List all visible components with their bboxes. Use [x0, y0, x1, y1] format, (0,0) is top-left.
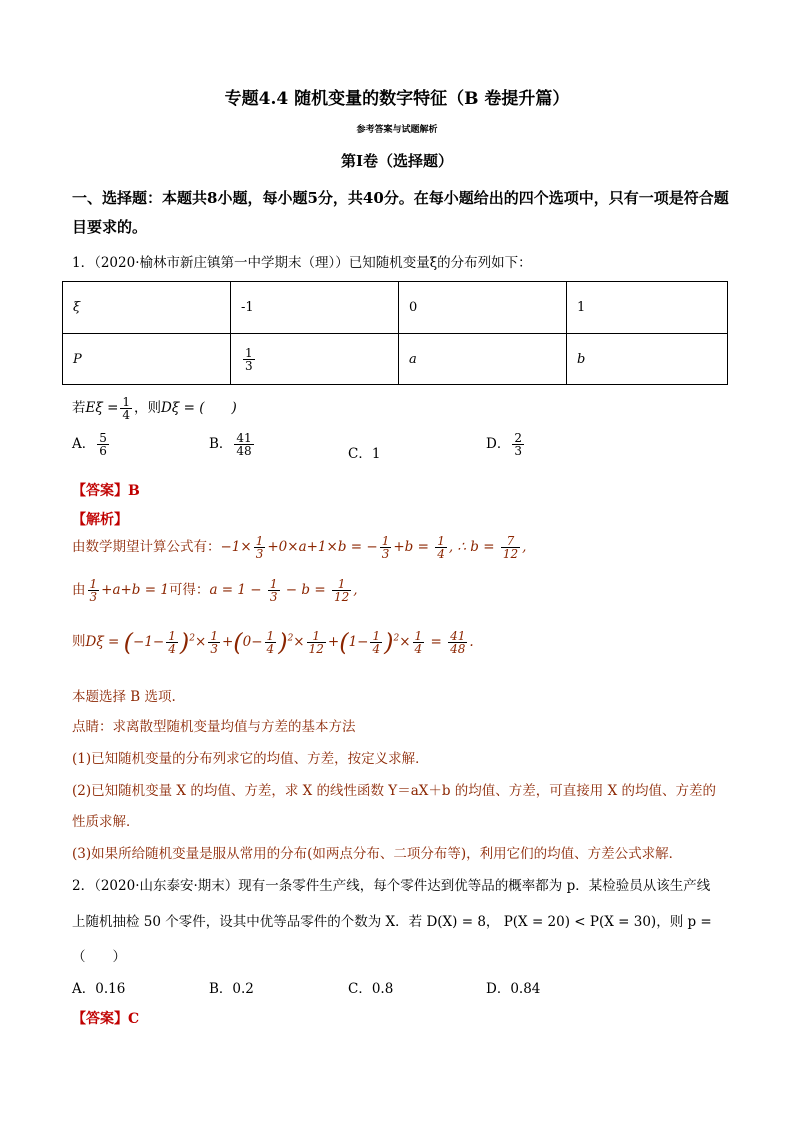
distribution-table	[62, 281, 728, 385]
table-cell: a	[399, 334, 567, 385]
q2-stem-line-2: 上随机抽检 50 个零件，设其中优等品零件的个数为 X．若 D(X) = 8， P(X = 20) < P(X = 30)，则 p =	[72, 914, 712, 930]
q1-option-a[interactable]: A． $\frac{5}{6}$	[72, 431, 107, 458]
table-cell: -1	[231, 282, 399, 334]
q1-tip-2-cont: 性质求解．	[72, 814, 140, 830]
q1-tip-3: (3)如果所给随机变量是服从常用的分布(如两点分布、二项分布等)，利用它们的均值、方差公式求解．	[72, 846, 683, 862]
q1-condition: 若Eξ = $\frac{1}{4}$ ，则Dξ = ( )	[72, 395, 237, 422]
q2-option-b[interactable]: B．0.2	[209, 981, 254, 997]
q2-option-c[interactable]: C．0.8	[348, 981, 394, 997]
q1-solution-line-3: 则Dξ = (−1− $\frac{1}{4}$ )$^2$× $\frac{1}{3}$ +(0− $\frac{1}{4}$ )$^2$× $\frac{1}{12}$ +(1− $\frac{1}{4}$ )$^2$× $\frac{1}{4}$ = $\frac{41}{48}$ .	[72, 628, 474, 656]
q2-stem-line-3: （ ）	[72, 949, 126, 965]
table-row	[63, 334, 728, 385]
q1-tip-2: (2)已知随机变量 X 的均值、方差，求 X 的线性函数 Y＝aX＋b 的均值、方差，可直接用 X 的均值、方差的	[72, 783, 716, 799]
table-cell: b	[567, 334, 728, 385]
fraction: $\frac{1}{3}$	[245, 345, 253, 373]
q1-option-c[interactable]: C．1	[348, 446, 381, 462]
q2-option-d[interactable]: D．0.84	[486, 981, 541, 997]
q1-stem: 1．（2020·榆林市新庄镇第一中学期末（理））已知随机变量ξ的分布列如下：	[72, 255, 532, 271]
q2-stem-line-1: 2．（2020·山东泰安·期末）现有一条零件生产线，每个零件达到优等品的概率都为 p．某检验员从该生产线	[72, 878, 711, 894]
q1-solution-line-2: 由 $\frac{1}{3}$ +a+b = 1可得：a = 1 − $\frac{1}{3}$ − b = $\frac{1}{12}$ ,	[72, 577, 358, 604]
q1-solution-line-1: 由数学期望计算公式有：−1× $\frac{1}{3}$ +0×a+1×b = − $\frac{1}{3}$ +b = $\frac{1}{4}$ , ∴ b = $\frac{7}{12}$ ,	[72, 534, 527, 561]
table-cell	[231, 334, 399, 385]
q2-option-a[interactable]: A．0.16	[72, 981, 126, 997]
q1-option-d[interactable]: D． $\frac{2}{3}$	[486, 431, 522, 458]
q1-tip-title: 点睛：求离散型随机变量均值与方差的基本方法	[72, 719, 356, 735]
instructions: 一、选择题：本题共8小题，每小题5分，共40分。在每小题给出的四个选项中，只有一项是符合题目要求的。	[72, 189, 729, 236]
page-title: 专题4.4 随机变量的数字特征（B 卷提升篇）	[224, 89, 570, 109]
q1-option-b[interactable]: B． $\frac{41}{48}$	[209, 431, 252, 458]
q2-answer: 【答案】C	[72, 1011, 140, 1027]
table-cell: 0	[399, 282, 567, 334]
table-row	[63, 282, 728, 334]
table-cell: P	[63, 334, 231, 385]
page-subtitle: 参考答案与试题解析	[356, 125, 438, 135]
q1-conclusion: 本题选择 B 选项.	[72, 689, 176, 705]
table-cell: 1	[567, 282, 728, 334]
q1-analysis-label: 【解析】	[72, 512, 128, 528]
section-heading: 第Ⅰ卷（选择题）	[340, 152, 454, 170]
q1-tip-1: (1)已知随机变量的分布列求它的均值、方差，按定义求解．	[72, 751, 429, 767]
table-cell: ξ	[63, 282, 231, 334]
q1-answer: 【答案】B	[72, 483, 140, 499]
